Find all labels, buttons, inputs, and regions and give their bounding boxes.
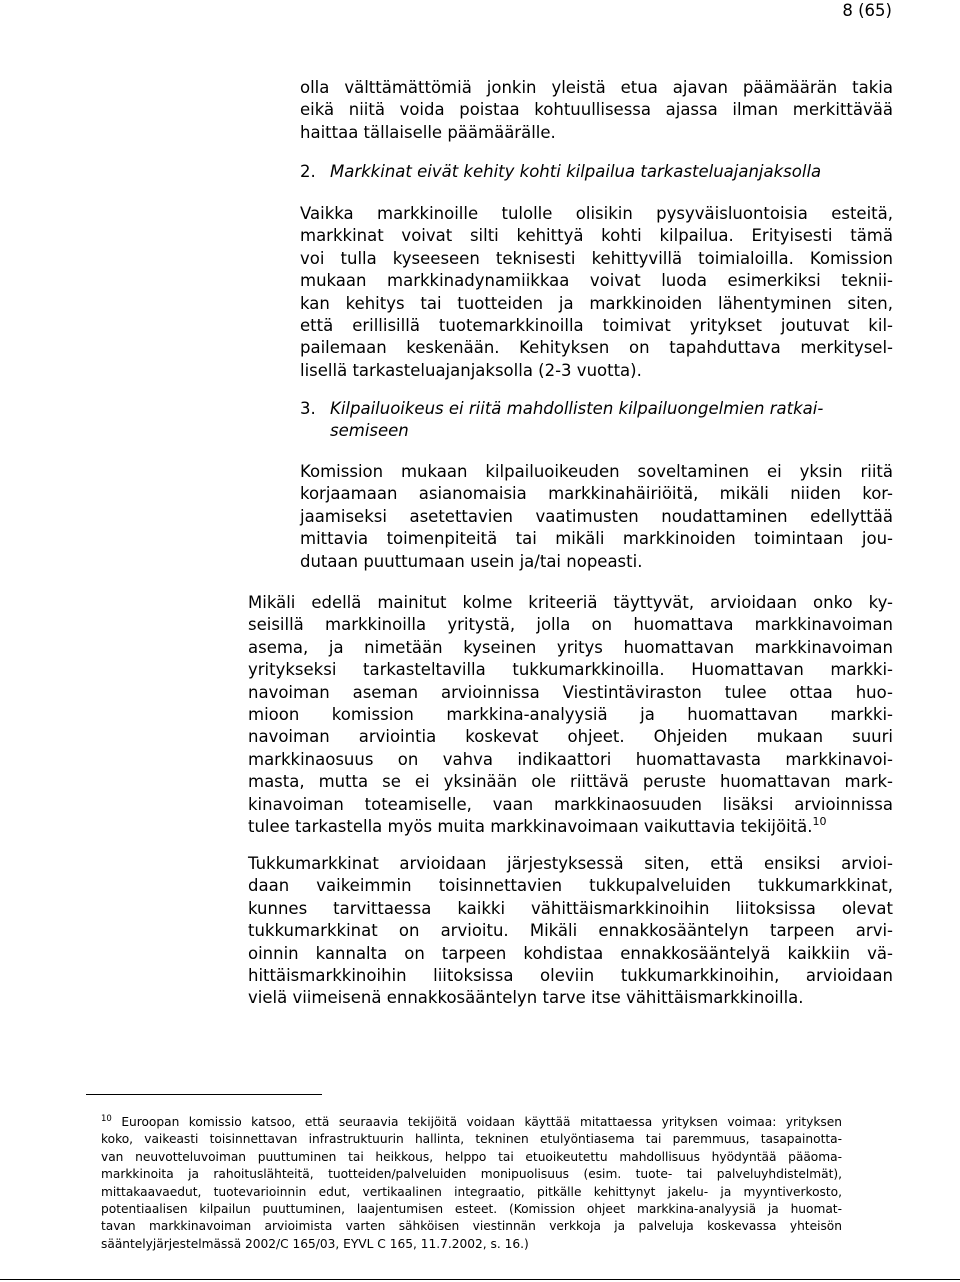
footnote-reference[interactable]: 10 [812, 815, 827, 829]
text-line: markkinaosuus on vahva indikaattori huomattavasta markkinavoi- [248, 749, 893, 769]
text-line: pailemaan keskenään. Kehityksen on tapahduttava merkitysel- [300, 338, 893, 358]
page-number: 8 (65) [842, 1, 892, 20]
paragraph-continuation [300, 77, 893, 144]
footnote-line: sääntelyjärjestelmässä 2002/C 165/03, EYVL C 165, 11.7.2002, s. 16.) [101, 1236, 529, 1251]
paragraph-criterion-3 [300, 461, 893, 573]
text-line: Tukkumarkkinat arvioidaan järjestyksessä siten, että ensiksi arvioi- [248, 854, 893, 873]
text-line: markkinat voivat silti kehittyä kohti kilpailua. Erityisesti tämä [300, 226, 893, 246]
text-line: navoiman aseman arvioinnissa Viestintäviraston tulee ottaa huo- [248, 682, 893, 702]
text-line: Mikäli edellä mainitut kolme kriteeriä täyttyvät, arvioidaan onko ky- [248, 593, 893, 612]
text-line: jaamiseksi asetettavien vaatimusten noudattaminen edellyttää [300, 506, 893, 526]
heading-number: 3. [300, 399, 316, 418]
text-line: eikä niitä voida poistaa kohtuullisessa ajassa ilman merkittävää [300, 100, 893, 120]
footnote-line: markkinoita ja rahoituslähteitä, tuotteiden/palveluiden monipuolisuus (esim. tuote- tai palveluyhdistelmät), [101, 1167, 842, 1182]
text-line: Vaikka markkinoille tulolle olisikin pysyväisluontoisia esteitä, [300, 204, 893, 223]
text-line: masta, mutta se ei yksinään ole riittävä peruste huomattavan mark- [248, 772, 893, 792]
footnote-number: 10 [101, 1114, 112, 1124]
text-line: kunnes tarvittaessa kaikki vähittäismarkkinoihin liitoksissa olevat [248, 898, 893, 918]
text-line: asema, ja nimetään kyseinen yritys huomattavan markkinavoiman [248, 637, 893, 657]
text-line: haittaa tällaiselle päämäärälle. [300, 122, 556, 142]
footnote-line: potentiaalisen kilpailun puuttuminen, laajentumisen esteet. (Komission ohjeet markkina-analyysiä ja huomat- [101, 1202, 842, 1217]
text-line: vielä viimeisenä ennakkosääntelyn tarve itse vähittäismarkkinoilla. [248, 988, 804, 1008]
footnote [101, 1114, 842, 1253]
text-line: mittavia toimenpiteitä tai mikäli markkinoiden toimintaan jou- [300, 529, 893, 549]
footnote-line [101, 1114, 842, 1131]
text-line: hittäismarkkinoihin liitoksissa oleviin tukkumarkkinoihin, arvioidaan [248, 966, 893, 986]
heading-text: Kilpailuoikeus ei riitä mahdollisten kilpailuongelmien ratkai- [330, 399, 824, 418]
text-line: lisellä tarkasteluajanjaksolla (2-3 vuotta). [300, 360, 642, 380]
text-line: daan vaikeimmin toisinnettavien tukkupalveluiden tukkumarkkinat, [248, 876, 893, 896]
text-line-content: tulee tarkastella myös muita markkinavoimaan vaikuttavia tekijöitä. [248, 817, 813, 837]
footnote-line: koko, vaikeasti toisinnettavan infrastruktuurin hallinta, tekninen etulyöntiasema tai paremmuus, tasapainotta- [101, 1132, 842, 1147]
footnote-line: tavan markkinavoiman arvioimista varten sähköisen viestinnän verkkoja ja palveluja koskevassa yhteisön [101, 1219, 842, 1234]
heading-number: 2. [300, 162, 316, 181]
text-line: mioon komission markkina-analyysiä ja huomattavan markki- [248, 705, 893, 725]
text-line: olla välttämättömiä jonkin yleistä etua ajavan päämäärän takia [300, 78, 893, 97]
paragraph-criterion-2 [300, 203, 893, 382]
criterion-heading-3 [300, 398, 893, 443]
text-line: kinavoiman toteamiselle, vaan markkinaosuuden lisäksi arvioinnissa [248, 794, 893, 814]
heading-text: semiseen [330, 421, 409, 441]
text-line: yritykseksi tarkasteltavilla tukkumarkkinoilla. Huomattavan markki- [248, 660, 893, 680]
text-line: oinnin kannalta on tarpeen kohdistaa ennakkosääntelyä kaikkiin vä- [248, 943, 893, 963]
text-line: tukkumarkkinat on arvioitu. Mikäli ennakkosääntelyn tarpeen arvi- [248, 921, 893, 941]
text-line: navoiman arviointia koskevat ohjeet. Ohjeiden mukaan suuri [248, 727, 893, 747]
footnote-text: Euroopan komissio katsoo, että seuraavia tekijöitä voidaan käyttää mitattaessa yrityksen voimaa: yrityksen [121, 1115, 843, 1129]
text-line: dutaan puuttumaan usein ja/tai nopeasti. [300, 551, 643, 571]
criterion-heading-2 [300, 161, 893, 183]
footnote-separator [86, 1094, 322, 1095]
text-line: että erillisillä tuotemarkkinoilla toimivat yritykset joutuvat kil- [300, 316, 893, 336]
paragraph-wholesale-order [248, 853, 893, 1010]
text-line: korjaamaan asianomaisia markkinahäiriöitä, mikäli niiden kor- [300, 484, 893, 504]
paragraph-smp-assessment [248, 592, 893, 838]
text-line [248, 816, 893, 838]
footnote-line: van neuvotteluvoiman puuttuminen tai heikkous, helppo tai etuoikeutettu mahdollisuus hyödyntää pääoma- [101, 1149, 842, 1164]
text-line: Komission mukaan kilpailuoikeuden soveltaminen ei yksin riitä [300, 462, 893, 481]
heading-text: Markkinat eivät kehity kohti kilpailua tarkasteluajanjaksolla [330, 162, 822, 181]
page-bottom-rule [0, 1279, 960, 1280]
text-line: mukaan markkinadynamiikkaa voivat luoda esimerkiksi teknii- [300, 271, 893, 291]
text-line: voi tulla kyseeseen teknisesti kehittyvillä toimialoilla. Komission [300, 248, 893, 268]
text-line: seisillä markkinoilla yritystä, jolla on huomattava markkinavoiman [248, 615, 893, 635]
text-line: kan kehitys tai tuotteiden ja markkinoiden lähentyminen siten, [300, 293, 893, 313]
footnote-line: mittakaavaedut, tuotevarioinnin edut, vertikaalinen integraatio, pitkälle kehittynyt jakelu- ja myyntiverkosto, [101, 1184, 842, 1199]
